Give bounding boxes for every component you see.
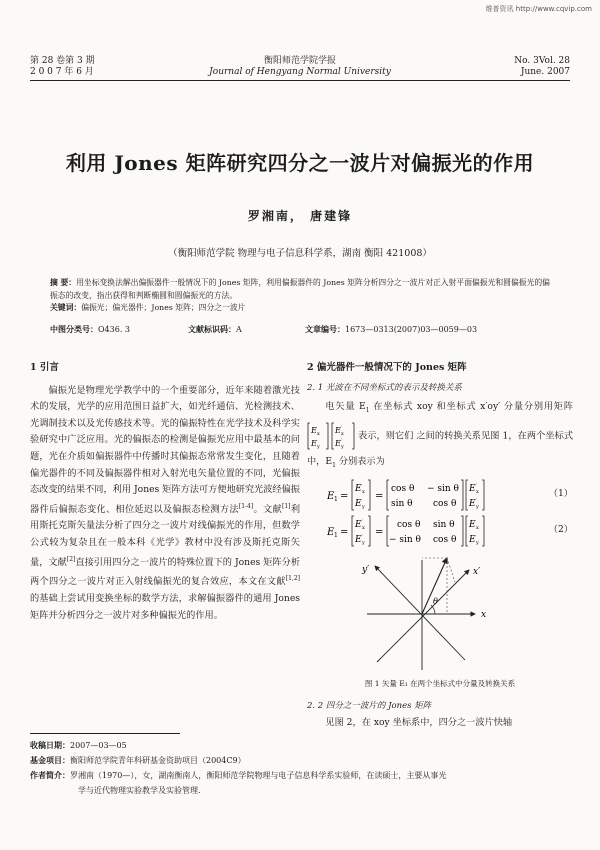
svg-text:E: E <box>469 498 476 509</box>
footnotes <box>30 738 575 798</box>
subsection-2-1-heading: 2. 1 光波在不同坐标式的表示及转换关系 <box>307 382 462 393</box>
svg-text:y: y <box>362 503 365 510</box>
fund-value: 衡阳师范学院青年科研基金资助项目（2004C9） <box>70 756 246 765</box>
svg-text:E: E <box>355 483 362 494</box>
svg-text:x: x <box>317 431 320 438</box>
svg-text:E: E <box>327 526 335 538</box>
svg-text:′: ′ <box>476 482 478 489</box>
svg-text:1: 1 <box>334 495 338 503</box>
article-no-label: 文章编号： <box>305 324 345 334</box>
affiliation: （衡阳师范学院 物理与电子信息科学系，湖南 衡阳 421008） <box>168 248 432 259</box>
fund-label: 基金项目： <box>30 755 70 765</box>
doc-code-label: 文献标识码： <box>188 324 236 334</box>
svg-text:x: x <box>362 524 365 531</box>
ref-2: [2] <box>66 555 76 563</box>
svg-text:y: y <box>341 444 344 451</box>
volume-cn: 第 28 卷第 3 期 <box>30 56 95 66</box>
subsection-2-2-suffix: Jones 矩阵 <box>388 701 432 712</box>
ref-1: [1] <box>282 502 291 510</box>
article-number <box>305 324 477 335</box>
abstract-block <box>50 277 550 315</box>
svg-text:E: E <box>355 519 362 530</box>
svg-text:y: y <box>476 539 479 546</box>
svg-text:y: y <box>476 503 479 510</box>
intro-text-3: 利用斯托克斯矢量法分析了四分之一波片对线偏振光的作用，但数学公式较为复杂且在一般本科《光学》教材中没有涉及斯托克斯矢量，文献 <box>30 503 301 568</box>
author-label: 作者简介： <box>30 770 70 780</box>
svg-text:E: E <box>311 426 317 436</box>
svg-text:cos θ: cos θ <box>397 519 421 530</box>
svg-text:y: y <box>362 539 365 546</box>
svg-text:cos θ: cos θ <box>391 483 415 494</box>
section-1-heading: 1 引言 <box>30 362 59 373</box>
ref-1-4: [1-4] <box>238 502 254 510</box>
svg-text:cos θ: cos θ <box>433 534 457 545</box>
svg-text:x: x <box>341 431 344 438</box>
svg-text:1: 1 <box>334 531 338 539</box>
svg-text:E: E <box>335 426 341 436</box>
equation-1 <box>307 478 573 512</box>
svg-text:E: E <box>327 490 335 502</box>
clc-label: 中图分类号： <box>50 324 98 334</box>
abstract <box>50 277 550 302</box>
svg-text:′: ′ <box>341 425 343 432</box>
date-cn: 2 0 0 7 年 6 月 <box>30 67 94 77</box>
received-value: 2007—03—05 <box>70 741 127 750</box>
journal-en: Journal of Hengyang Normal University <box>209 67 391 77</box>
svg-text:− sin θ: − sin θ <box>389 534 421 545</box>
svg-text:=: = <box>375 490 384 502</box>
ref-1-2: [1,2] <box>285 575 300 583</box>
equation-1-number: （1） <box>548 487 573 499</box>
intro-text-4: 直接引用四分之一波片的特殊位置下的 Jones 矩阵分析两个四分之一波片对正入射线偏振光的复合效应，本文在文献 <box>30 556 301 588</box>
svg-text:′: ′ <box>341 438 343 445</box>
svg-text:E: E <box>469 534 476 545</box>
equation-2 <box>307 514 573 548</box>
svg-text:′: ′ <box>476 497 478 504</box>
equation-2-svg <box>327 514 557 548</box>
clc-number <box>50 324 130 335</box>
intro-text-5: 的基础上尝试用变换坐标的数学方法，求解偏振器件的通用 Jones 矩阵并分析四分之一波片对多种偏振光的作用。 <box>30 592 300 621</box>
y-prime-axis <box>375 566 465 660</box>
svg-text:=: = <box>340 526 349 538</box>
abstract-label: 摘 要： <box>50 278 77 287</box>
header-right <box>514 56 570 78</box>
text-2-1-d: 分别表示为 <box>335 456 385 468</box>
svg-text:x: x <box>362 488 365 495</box>
authors: 罗湘南， 唐建锋 <box>247 209 353 223</box>
clc-value: O436. 3 <box>98 325 131 334</box>
author-bio <box>30 768 575 783</box>
subsection-2-2-prefix: 2. 2 四分之一波片的 <box>307 701 389 712</box>
svg-text:′: ′ <box>362 518 364 525</box>
svg-text:E: E <box>335 439 341 449</box>
equation-1-svg <box>327 478 557 512</box>
date-en: June. 2007 <box>520 67 570 77</box>
received-date <box>30 738 575 753</box>
author-bio-cont: 学与近代物理实验教学及实验管理. <box>78 786 201 795</box>
doc-code-value: A <box>236 325 242 334</box>
section-2-2-text: 见图 2，在 xoy 坐标系中，四分之一波片快轴 <box>325 717 513 729</box>
text-2-1-b: 在坐标式 xoy 和坐标式 x′oy′ 分量分别用矩阵 <box>369 401 573 413</box>
label-y-prime: y′ <box>362 564 370 575</box>
svg-text:x: x <box>476 488 479 495</box>
svg-text:E: E <box>355 534 362 545</box>
document-code <box>188 324 242 335</box>
section-2 <box>307 360 573 732</box>
svg-text:sin θ: sin θ <box>433 519 455 530</box>
svg-text:x: x <box>476 524 479 531</box>
keywords-text: 偏振光；偏光器件；Jones 矩阵；四分之一波片 <box>81 303 246 312</box>
text-2-1-a: 电矢量 E <box>325 401 366 413</box>
volume-en: No. 3Vol. 28 <box>514 56 570 66</box>
component-matrices <box>307 421 355 451</box>
label-theta: θ <box>433 596 438 606</box>
author-line-1: 罗湘南（1970—），女，湖南衡南人，衡阳师范学院物理与电子信息科学系实验师，在读硕士，主要从事光 <box>70 771 447 780</box>
label-x-prime: x′ <box>473 566 481 577</box>
keywords-label: 关键词： <box>50 303 82 312</box>
section-1 <box>30 360 300 624</box>
section-2-1-text <box>307 396 573 476</box>
subscript-1: 1 <box>365 407 370 415</box>
intro-paragraph <box>30 383 300 625</box>
header-center <box>0 56 600 78</box>
footnote-rule <box>30 733 180 734</box>
keywords <box>50 302 550 315</box>
svg-text:E: E <box>469 519 476 530</box>
svg-text:cos θ: cos θ <box>433 498 457 509</box>
watermark: 维普资讯 http://www.cqvip.com <box>485 5 592 13</box>
svg-text:=: = <box>340 490 349 502</box>
svg-text:E: E <box>469 483 476 494</box>
article-no-value: 1673—0313(2007)03—0059—03 <box>345 325 478 334</box>
intro-text-2: 。文献 <box>253 503 283 515</box>
journal-cn: 衡阳师范学院学报 <box>263 56 336 66</box>
figure-1-caption: 图 1 矢量 E₁ 在两个坐标式中分量及转换关系 <box>364 678 516 688</box>
received-label: 收稿日期： <box>30 740 70 750</box>
svg-text:′: ′ <box>362 533 364 540</box>
label-x: x <box>481 609 487 620</box>
svg-text:− sin θ: − sin θ <box>427 483 459 494</box>
svg-text:E: E <box>355 498 362 509</box>
fund <box>30 753 575 768</box>
section-2-heading: 2 偏光器件一般情况下的 Jones 矩阵 <box>307 362 467 373</box>
projection-x-prime <box>447 558 455 582</box>
figure-1-coordinate-diagram <box>307 552 573 672</box>
abstract-text: 用坐标变换法解出偏振器件一般情况下的 Jones 矩阵，利用偏振器件的 Jones 矩阵分析四分之一波片对正入射平面偏振光和圆偏振光的偏振态的改变，指出获得和判断椭圆和圆偏振光的方法。 <box>50 278 550 300</box>
svg-text:E: E <box>311 439 317 449</box>
text-2-1-c: 表示，则它们 之间的转换关系见图 1，在两个坐标式中，E <box>307 430 574 468</box>
header-rule <box>30 80 570 81</box>
svg-text:sin θ: sin θ <box>391 498 413 509</box>
svg-text:=: = <box>375 526 384 538</box>
svg-text:y: y <box>317 444 320 451</box>
paper-title: 利用 Jones 矩阵研究四分之一波片对偏振光的作用 <box>65 151 535 175</box>
intro-text-1: 偏振光是物理光学教学中的一个重要部分，近年来随着激光技术的发展，光学的应用范围日益扩大，如光纤通信、光检测技术、光调制技术以及光传感技术等。光的偏振特性在光学技术及科学实验研究中广泛应用。光的偏振态的检测是偏振光应用中最基本的问题，光在介质如偏振器件中传播时其偏振态常常发生变化，且随着偏光器件的不同及偏振器件相对入射光电矢量位置的不同，光偏振态改变的结果不同，利用 Jones 矩阵方法可方便地研究光波经偏振器件后偏振态变化、相位延迟以及偏振态检测方法 <box>30 384 300 515</box>
equation-2-number: （2） <box>548 523 573 535</box>
subsection-2-2-heading <box>307 698 573 715</box>
subscript-1b: 1 <box>332 461 336 469</box>
